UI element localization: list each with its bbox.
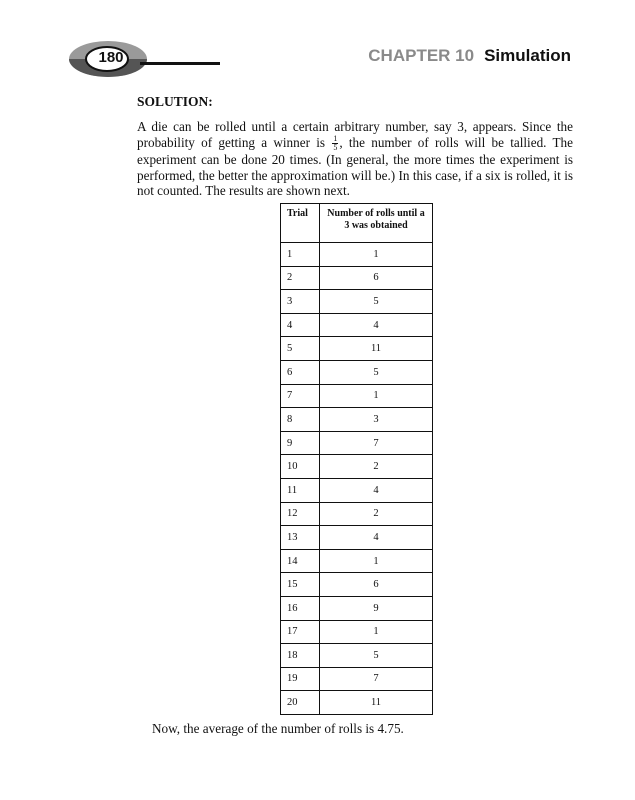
conclusion-text: Now, the average of the number of rolls is 4.75. <box>152 721 404 736</box>
trial-cell: 15 <box>281 573 320 597</box>
table-header-row <box>281 204 433 243</box>
rolls-cell: 1 <box>320 243 433 267</box>
rolls-cell: 7 <box>320 431 433 455</box>
solution-paragraph <box>137 119 573 199</box>
table-row <box>281 620 433 644</box>
table-row <box>281 266 433 290</box>
table-row <box>281 243 433 267</box>
trial-cell: 7 <box>281 384 320 408</box>
table-row <box>281 455 433 479</box>
trial-cell: 8 <box>281 408 320 432</box>
rolls-cell: 2 <box>320 455 433 479</box>
trial-cell: 11 <box>281 478 320 502</box>
table-row <box>281 596 433 620</box>
table-row <box>281 431 433 455</box>
trial-cell: 18 <box>281 644 320 668</box>
trial-cell: 14 <box>281 549 320 573</box>
rolls-cell: 3 <box>320 408 433 432</box>
table-row <box>281 478 433 502</box>
trial-cell: 1 <box>281 243 320 267</box>
rolls-cell: 1 <box>320 384 433 408</box>
header-rule <box>140 62 220 65</box>
rolls-cell: 6 <box>320 266 433 290</box>
table-row <box>281 360 433 384</box>
results-table <box>280 203 433 715</box>
fraction-one-fifth <box>332 135 338 152</box>
rolls-column-header: Number of rolls until a 3 was obtained <box>320 204 433 243</box>
table-row <box>281 313 433 337</box>
rolls-cell: 6 <box>320 573 433 597</box>
running-header <box>368 46 571 66</box>
rolls-cell: 4 <box>320 526 433 550</box>
rolls-cell: 9 <box>320 596 433 620</box>
trial-cell: 6 <box>281 360 320 384</box>
rolls-cell: 1 <box>320 549 433 573</box>
trial-cell: 17 <box>281 620 320 644</box>
trial-cell: 16 <box>281 596 320 620</box>
paragraph-text-1: A die can be rolled until a certain arbitrary number, say 3, appears. Since the probability of getting a winner is <box>137 119 573 150</box>
paragraph-text-2: , the number of rolls will be tallied. The experiment can be done 20 times. (In general, the more times the experiment is performed, the better the approximation will be.) In this case, if a six is rolled, it is not counted. The results are shown next. <box>137 134 573 199</box>
trial-cell: 10 <box>281 455 320 479</box>
table-row <box>281 290 433 314</box>
trial-column-header: Trial <box>281 204 320 243</box>
table-row <box>281 384 433 408</box>
trial-cell: 12 <box>281 502 320 526</box>
table-row <box>281 667 433 691</box>
trial-cell: 2 <box>281 266 320 290</box>
rolls-cell: 5 <box>320 290 433 314</box>
fraction-numerator: 1 <box>333 134 338 144</box>
table-row <box>281 526 433 550</box>
table-row <box>281 644 433 668</box>
table-row <box>281 337 433 361</box>
rolls-cell: 11 <box>320 337 433 361</box>
page-number: 180 <box>98 49 124 66</box>
trial-cell: 19 <box>281 667 320 691</box>
rolls-cell: 5 <box>320 644 433 668</box>
chapter-label: CHAPTER 10 <box>368 46 475 65</box>
table-row <box>281 502 433 526</box>
table-row <box>281 408 433 432</box>
solution-heading: SOLUTION: <box>137 94 213 109</box>
trial-cell: 3 <box>281 290 320 314</box>
trial-cell: 9 <box>281 431 320 455</box>
rolls-cell: 11 <box>320 691 433 715</box>
rolls-cell: 7 <box>320 667 433 691</box>
rolls-cell: 1 <box>320 620 433 644</box>
fraction-denominator: 5 <box>333 143 338 153</box>
rolls-cell: 4 <box>320 478 433 502</box>
trial-cell: 13 <box>281 526 320 550</box>
rolls-cell: 2 <box>320 502 433 526</box>
trial-cell: 5 <box>281 337 320 361</box>
chapter-title: Simulation <box>484 46 571 65</box>
trial-cell: 4 <box>281 313 320 337</box>
rolls-cell: 4 <box>320 313 433 337</box>
rolls-cell: 5 <box>320 360 433 384</box>
table-row <box>281 573 433 597</box>
trial-cell: 20 <box>281 691 320 715</box>
page-number-badge <box>68 40 228 80</box>
table-row <box>281 691 433 715</box>
table-row <box>281 549 433 573</box>
